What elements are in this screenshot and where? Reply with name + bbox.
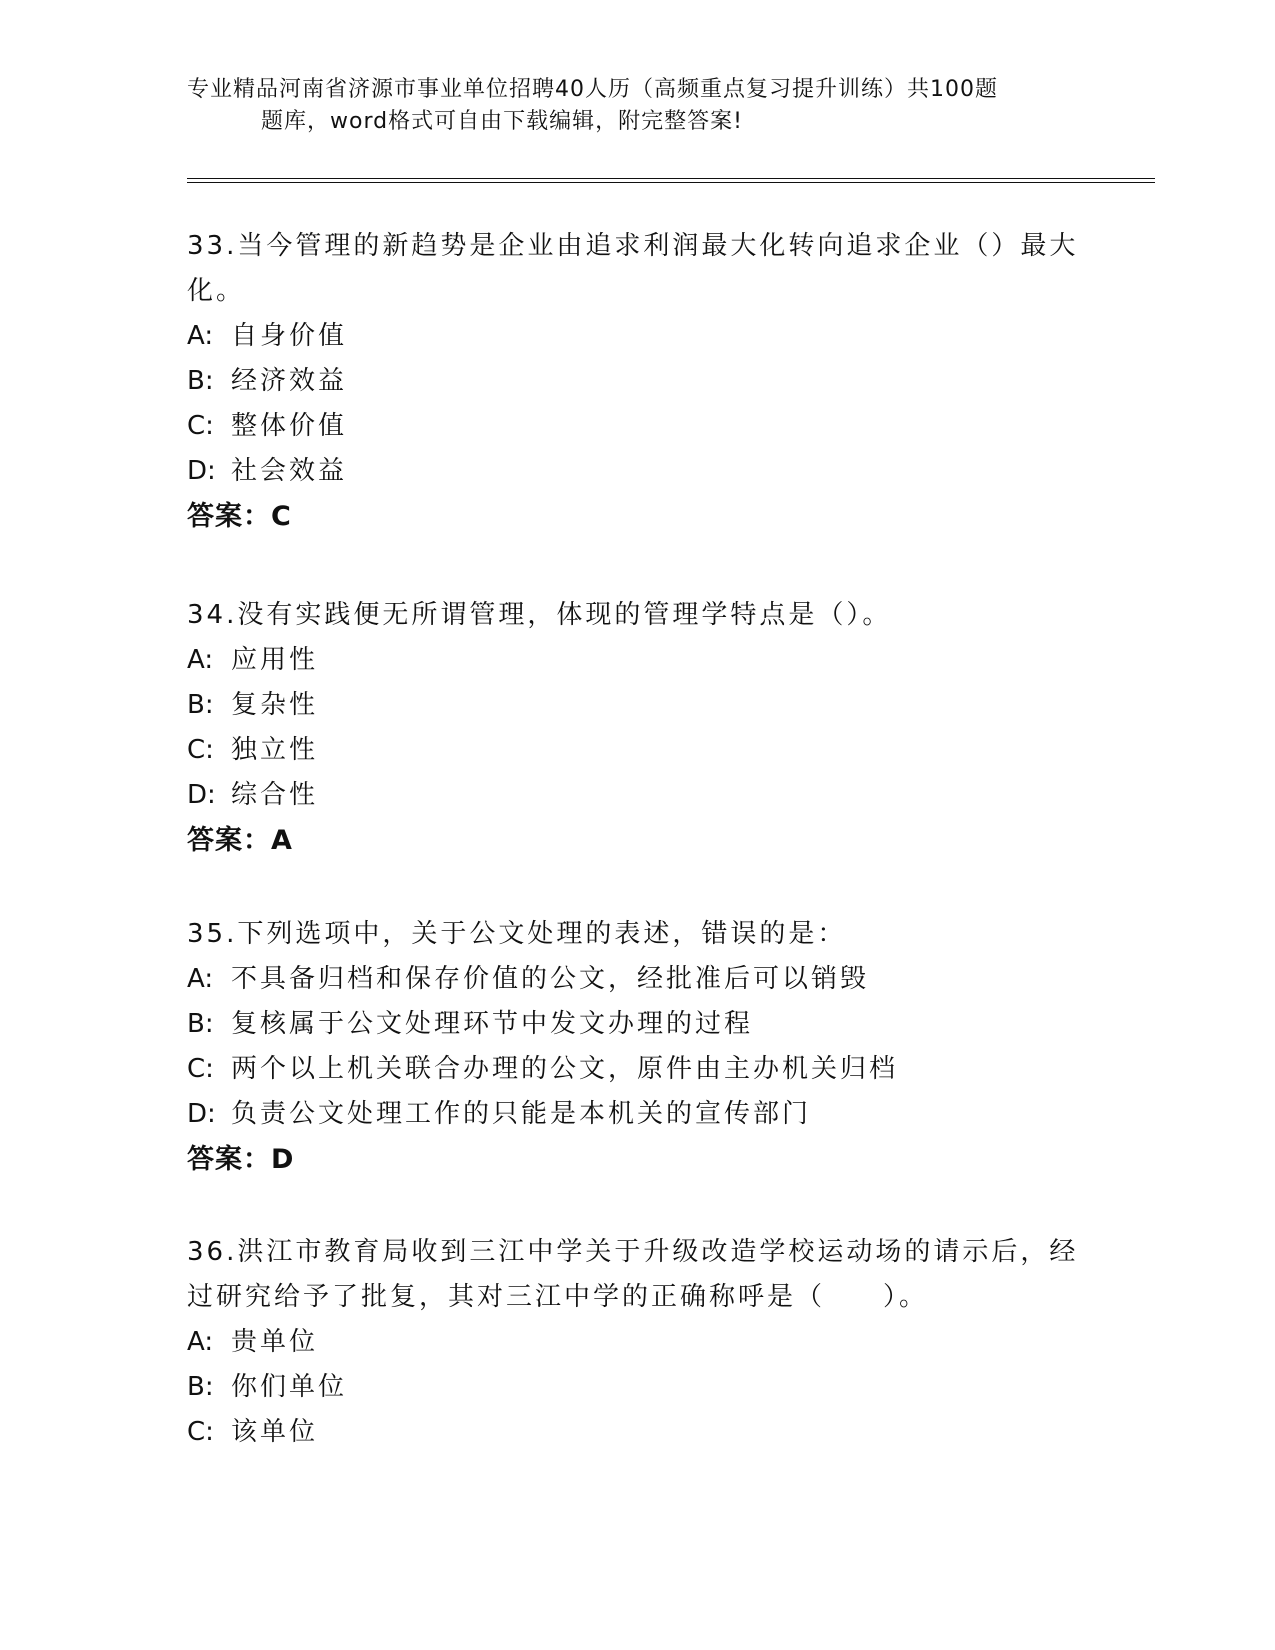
option-d (187, 773, 1087, 818)
option-letter: D: (187, 456, 216, 486)
option-letter: A: (187, 321, 214, 351)
option-letter: A: (187, 645, 214, 675)
option-a (187, 314, 1087, 359)
question-33 (187, 224, 1087, 540)
option-c (187, 1047, 1087, 1092)
option-text: 你们单位 (231, 1372, 348, 1402)
question-36 (187, 1230, 1087, 1455)
option-text: 社会效益 (231, 456, 348, 486)
answer-line: 答案：A (187, 825, 293, 856)
question-stem: 36.洪江市教育局收到三江中学关于升级改造学校运动场的请示后，经过研究给予了批复，其对三江中学的正确称呼是（ ）。 (187, 1237, 1079, 1312)
option-text: 复杂性 (231, 690, 319, 720)
answer-line: 答案：C (187, 501, 292, 532)
option-d (187, 449, 1087, 494)
option-letter: B: (187, 1009, 214, 1039)
option-c (187, 1410, 1087, 1455)
option-letter: C: (187, 1417, 214, 1447)
option-b (187, 1365, 1087, 1410)
question-35 (187, 912, 1087, 1183)
option-text: 独立性 (231, 735, 319, 765)
option-letter: C: (187, 411, 214, 441)
option-text: 综合性 (231, 780, 319, 810)
option-letter: C: (187, 735, 214, 765)
document-title (187, 74, 1067, 138)
question-34 (187, 593, 1087, 864)
option-letter: B: (187, 690, 214, 720)
option-text: 自身价值 (231, 321, 348, 351)
option-letter: A: (187, 964, 214, 994)
question-stem: 33.当今管理的新趋势是企业由追求利润最大化转向追求企业（）最大化。 (187, 231, 1079, 306)
option-letter: D: (187, 1099, 216, 1129)
option-a (187, 638, 1087, 683)
option-c (187, 404, 1087, 449)
option-letter: B: (187, 1372, 214, 1402)
option-letter: A: (187, 1327, 214, 1357)
option-text: 该单位 (231, 1417, 319, 1447)
option-letter: D: (187, 780, 216, 810)
option-letter: B: (187, 366, 214, 396)
title-line-2: 题库，word格式可自由下载编辑，附完整答案! (261, 109, 743, 134)
option-b (187, 683, 1087, 728)
option-text: 负责公文处理工作的只能是本机关的宣传部门 (231, 1099, 812, 1129)
option-d (187, 1092, 1087, 1137)
option-b (187, 1002, 1087, 1047)
option-text: 两个以上机关联合办理的公文，原件由主办机关归档 (231, 1054, 899, 1084)
option-text: 经济效益 (231, 366, 348, 396)
option-text: 整体价值 (231, 411, 348, 441)
option-a (187, 1320, 1087, 1365)
title-line-1: 专业精品河南省济源市事业单位招聘40人历（高频重点复习提升训练）共100题 (187, 77, 998, 102)
header-double-rule (187, 178, 1155, 183)
option-text: 不具备归档和保存价值的公文，经批准后可以销毁 (231, 964, 870, 994)
option-letter: C: (187, 1054, 214, 1084)
option-text: 复核属于公文处理环节中发文办理的过程 (231, 1009, 754, 1039)
option-b (187, 359, 1087, 404)
option-text: 贵单位 (231, 1327, 319, 1357)
option-a (187, 957, 1087, 1002)
answer-line: 答案：D (187, 1144, 295, 1175)
question-stem: 35.下列选项中，关于公文处理的表述，错误的是： (187, 919, 847, 949)
option-c (187, 728, 1087, 773)
question-stem: 34.没有实践便无所谓管理，体现的管理学特点是（）。 (187, 600, 892, 630)
option-text: 应用性 (231, 645, 319, 675)
